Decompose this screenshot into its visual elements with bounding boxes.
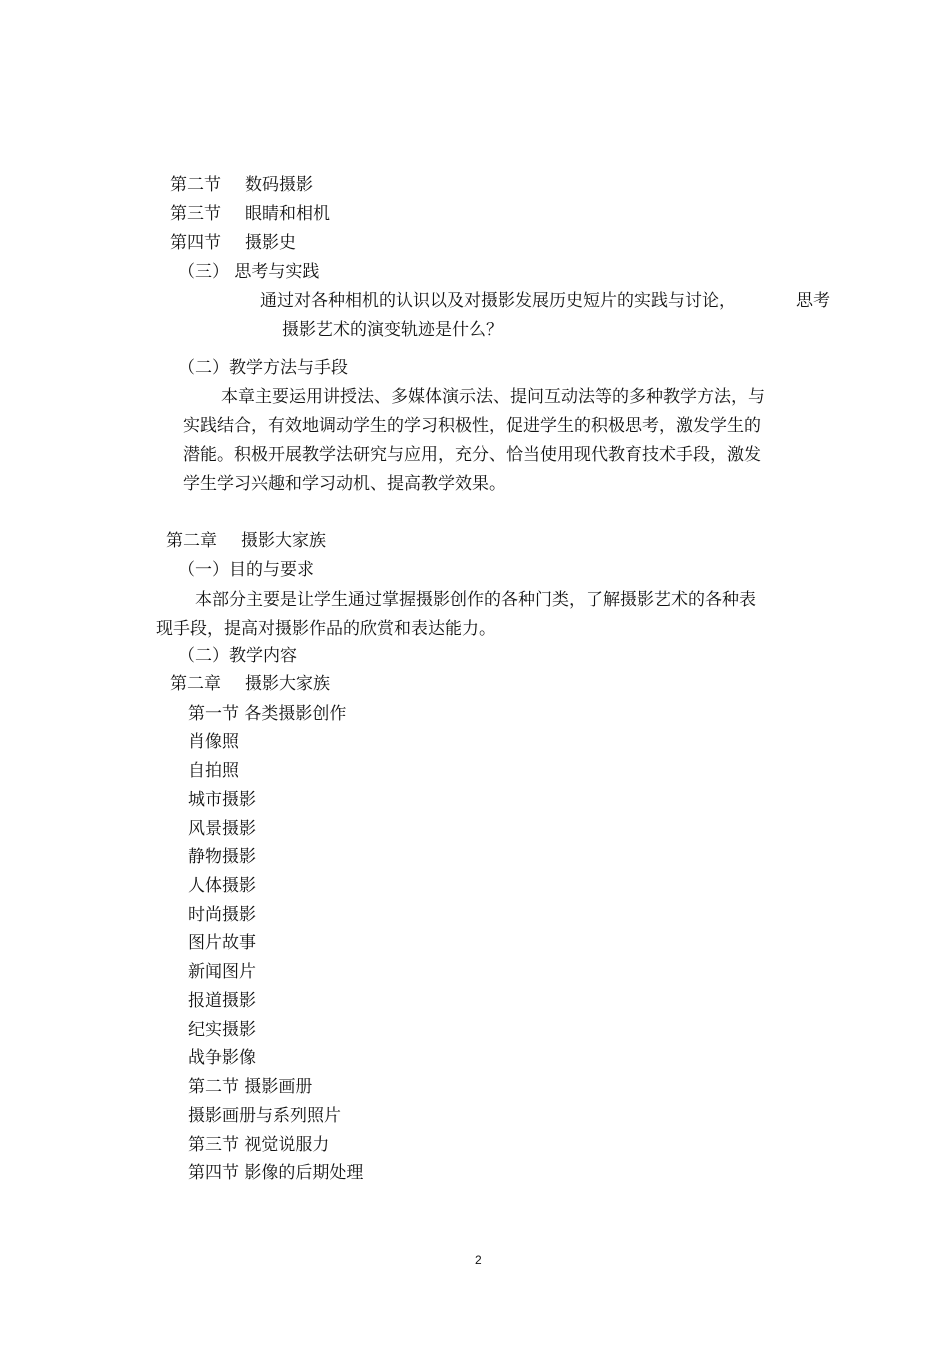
section-number: 第四节	[170, 233, 221, 253]
content-item: 静物摄影	[188, 847, 256, 867]
section-title: 眼睛和相机	[245, 204, 330, 224]
chapter-heading	[166, 530, 326, 552]
page-number: 2	[475, 1253, 482, 1267]
content-item: 自拍照	[188, 761, 239, 781]
chapter-number: 第二章	[170, 674, 221, 694]
methods-line: 潜能。积极开展教学法研究与应用，充分、恰当使用现代教育技术手段，激发	[183, 445, 761, 465]
section-number: 第二节	[170, 175, 221, 195]
goal-line: 现手段，提高对摄影作品的欣赏和表达能力。	[156, 619, 496, 639]
content-item: 第四节 影像的后期处理	[188, 1163, 364, 1183]
content-item: 新闻图片	[188, 962, 256, 982]
content-item: 人体摄影	[188, 876, 256, 896]
content-item: 图片故事	[188, 933, 256, 953]
content-item: 城市摄影	[188, 790, 256, 810]
content-item: 摄影画册与系列照片	[188, 1106, 341, 1126]
methods-line: 学生学习兴趣和学习动机、提高教学效果。	[183, 474, 506, 494]
practice-heading: （三） 思考与实践	[178, 262, 320, 282]
content-item: 肖像照	[188, 732, 239, 752]
methods-line: 本章主要运用讲授法、多媒体演示法、提问互动法等的多种教学方法，与	[221, 387, 765, 407]
content-item: 风景摄影	[188, 819, 256, 839]
section-row	[170, 203, 330, 225]
content-item: 报道摄影	[188, 991, 256, 1011]
chapter-title: 摄影大家族	[245, 674, 330, 694]
section-row	[170, 174, 313, 196]
content-item: 第二节 摄影画册	[188, 1077, 313, 1097]
chapter-title: 摄影大家族	[241, 531, 326, 551]
section-title: 摄影史	[245, 233, 296, 253]
content-item: 第三节 视觉说服力	[188, 1135, 330, 1155]
goal-line: 本部分主要是让学生通过掌握摄影创作的各种门类，了解摄影艺术的各种表	[195, 590, 756, 610]
section-number: 第三节	[170, 204, 221, 224]
practice-line: 摄影艺术的演变轨迹是什么？	[282, 320, 503, 340]
goal-heading: （一）目的与要求	[178, 560, 314, 580]
content-item: 时尚摄影	[188, 905, 256, 925]
content-heading: （二）教学内容	[178, 646, 297, 666]
content-item: 第一节 各类摄影创作	[188, 704, 347, 724]
content-chapter	[170, 673, 330, 695]
content-item: 纪实摄影	[188, 1020, 256, 1040]
methods-heading: （二）教学方法与手段	[178, 358, 348, 378]
practice-line-tail: 思考	[796, 291, 830, 311]
content-item: 战争影像	[188, 1048, 256, 1068]
chapter-number: 第二章	[166, 531, 217, 551]
section-title: 数码摄影	[245, 175, 313, 195]
section-row	[170, 232, 296, 254]
practice-line: 通过对各种相机的认识以及对摄影发展历史短片的实践与讨论，	[260, 291, 736, 311]
methods-line: 实践结合，有效地调动学生的学习积极性，促进学生的积极思考，激发学生的	[183, 416, 761, 436]
